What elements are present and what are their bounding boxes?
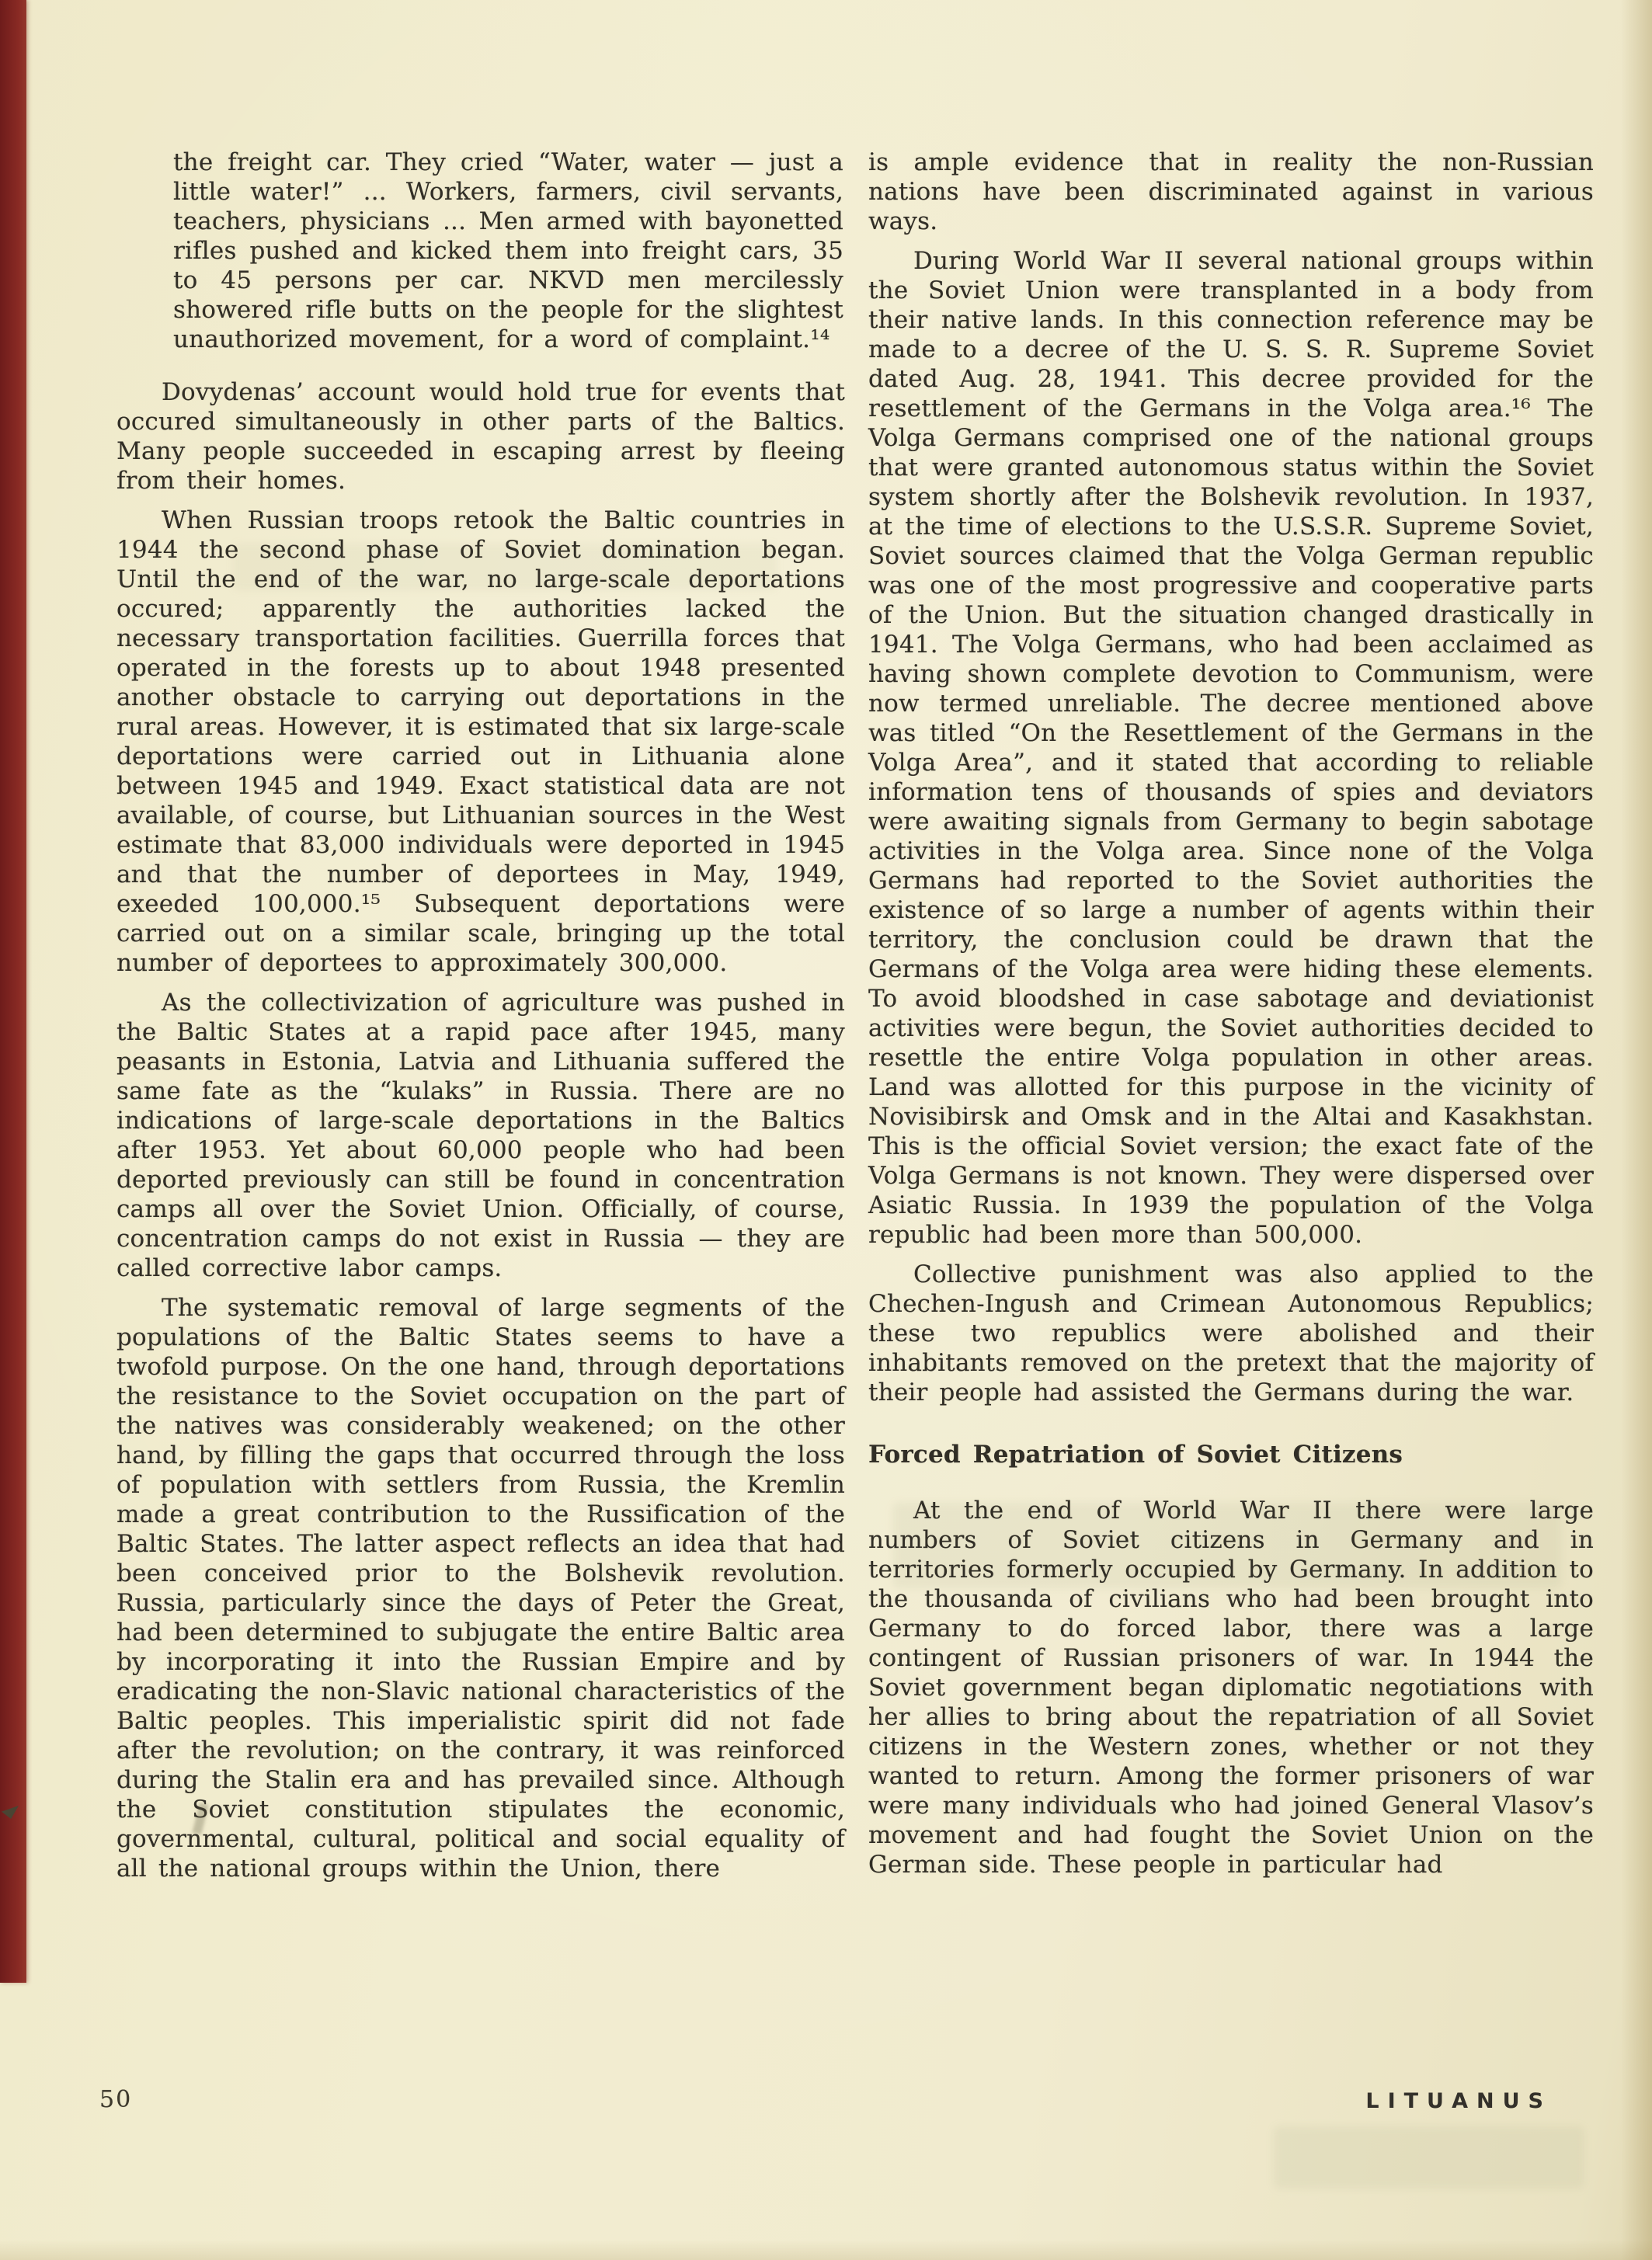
page-edge-shade-right — [1621, 0, 1652, 2260]
section-heading: Forced Repatriation of Soviet Citizens — [868, 1441, 1403, 1469]
left-column — [117, 148, 845, 1893]
journal-name: LITUANUS — [1365, 2089, 1552, 2113]
body-paragraph: During World War II several national groups within the Soviet Union were transplanted in a body from their native lands. In this connection reference may be made to a decree of the U. S. S. R. Supreme Soviet dated Aug. 28, 1941. This decree provided for the resettlement of the Germans in the Volga area.¹⁶ The Volga Germans comprised one of the national groups that were granted autonomous status within the Soviet system shortly after the Bolshevik revolution. In 1937, at the time of elections to the U.S.S.R. Supreme Soviet, Soviet sources claimed that the Volga German republic was one of the most progressive and cooperative parts of the Union. But the situation changed drastically in 1941. The Volga Germans, who had been acclaimed as having shown complete devotion to Communism, were now termed unreliable. The decree mentioned above was titled “On the Resettlement of the Germans in the Volga Area”, and it stated that according to reliable information tens of thousands of spies and deviators were awaiting signals from Germany to begin sabotage activities in the Volga area. Since none of the Volga Germans had reported to the Soviet authorities the existence of so large a number of agents within their territory, the conclusion could be drawn that the Germans of the Volga area were hiding these elements. To avoid bloodshed in case sabotage and deviationist activities were begun, the Soviet authorities decided to resettle the entire Volga population in other areas. Land was allotted for this purpose in the vicinity of Novisibirsk and Omsk and in the Altai and Kasakhstan. This is the official Soviet version; the exact fate of the Volga Germans is not known. They were dispersed over Asiatic Russia. In 1939 the population of the Volga republic had been more than 500,000. — [868, 247, 1594, 1249]
body-paragraph: Dovydenas’ account would hold true for events that occured simultaneously in other parts of the Baltics. Many people succeeded in escaping arrest by fleeing from their homes. — [117, 378, 845, 495]
body-paragraph: As the collectivization of agriculture was pushed in the Baltic States at a rapid pace after 1945, many peasants in Estonia, Latvia and Lithuania suffered the same fate as the “kulaks” in Russia. There are no indications of large-scale deportations in the Baltics after 1953. Yet about 60,000 people who had been deported previously can still be found in concentration camps all over the Soviet Union. Officially, of course, concentration camps do not exist in Russia — they are called corrective labor camps. — [117, 989, 845, 1282]
ink-bleed-through — [1274, 2126, 1584, 2189]
page-edge-shade-bottom — [0, 2240, 1652, 2260]
body-paragraph: The systematic removal of large segments of the populations of the Baltic States seems to have a twofold purpose. On the one hand, through deportations the resistance to the Soviet occupation on the part of the natives was considerably weakened; on the other hand, by filling the gaps that occurred through the loss of population with settlers from Russia, the Kremlin made a great contribution to the Russification of the Baltic States. The latter aspect reflects an idea that had been conceived prior to the Bolshevik revolution. Russia, particularly since the days of Peter the Great, had been determined to subjugate the entire Baltic area by incorporating it into the Russian Empire and by eradicating the non-Slavic national characteristics of the Baltic peoples. This imperialistic spirit did not fade after the revolution; on the contrary, it was reinforced during the Stalin era and has prevailed since. Although the Soviet constitution stipulates the economic, governmental, cultural, political and social equality of all the national groups within the Union, there — [117, 1294, 845, 1883]
binding-spine-strip — [0, 0, 26, 1983]
right-column — [868, 148, 1594, 1890]
body-paragraph: Collective punishment was also applied to the Chechen-Ingush and Crimean Autonomous Republics; these two republics were abolished and their inhabitants removed on the pretext that the majority of their people had assisted the Germans during the war. — [868, 1260, 1594, 1406]
block-quote: the freight car. They cried “Water, water — just a little water!” ... Workers, farmers, civil servants, teachers, physicians ... Men armed with bayonetted rifles pushed and kicked them into freight cars, 35 to 45 persons per car. NKVD men mercilessly showered rifle butts on the people for the slightest unauthorized movement, for a word of complaint.¹⁴ — [173, 148, 843, 353]
page-number: 50 — [99, 2086, 133, 2113]
body-paragraph: At the end of World War II there were large numbers of Soviet citizens in Germany and in territories formerly occupied by Germany. In addition to the thousanda of civilians who had been brought into Germany to do forced labor, there was a large contingent of Russian prisoners of war. In 1944 the Soviet government began diplomatic negotiations with her allies to bring about the repatriation of all Soviet citizens in the Western zones, whether or not they wanted to return. Among the former prisoners of war were many individuals who had joined General Vlasov’s movement and had fought the Soviet Union on the German side. These people in particular had — [868, 1497, 1594, 1879]
body-paragraph: When Russian troops retook the Baltic countries in 1944 the second phase of Soviet domination began. Until the end of the war, no large-scale deportations occured; apparently the authorities lacked the necessary transportation facilities. Guerrilla forces that operated in the forests up to about 1948 presented another obstacle to carrying out deportations in the rural areas. However, it is estimated that six large-scale deportations were carried out in Lithuania alone between 1945 and 1949. Exact statistical data are not available, of course, but Lithuanian sources in the West estimate that 83,000 individuals were deported in 1945 and that the number of deportees in May, 1949, exeeded 100,000.¹⁵ Subsequent deportations were carried out on a similar scale, bringing up the total number of deportees to approximately 300,000. — [117, 506, 845, 977]
continuation-paragraph: is ample evidence that in reality the non-Russian nations have been discriminated against in various ways. — [868, 148, 1594, 235]
